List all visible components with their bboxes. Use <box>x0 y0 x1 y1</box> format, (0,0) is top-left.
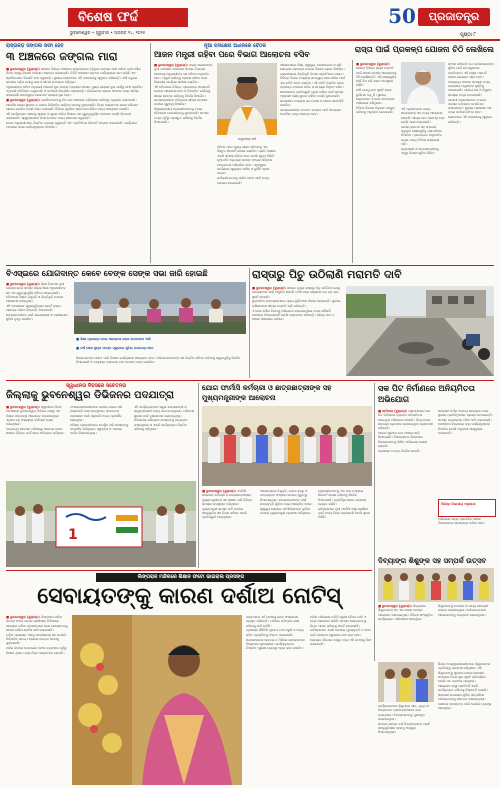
row-rule-1 <box>6 265 494 266</box>
article-10-body-left: ■ ଭୁବନେଶ୍ୱର (ବ୍ୟୁରୋ): ଲିଙ୍ଗରାଜ ମନ୍ଦିର ଭିତରେ ଫଟୋ ଉଠାଇ ସୋସିଆଲ ମିଡିଆରେ ଭାଇରାଲ କରିବା ପ୍ରସଙ୍ଗରେ ଜଣେ ସେବାୟତଙ୍କୁ କାରଣ ଦର୍ଶାଅ ନୋଟିସ ଜାରି କରାଯାଇଛି। ମନ୍ଦିର ପ୍ରଶାସନ ଏହାକୁ ଗମ୍ଭୀରତାର ସହ ନେଇଛି। ନିର୍ଦ୍ଧାରିତ ସମୟ ମଧ୍ୟରେ ଉତ୍ତର ଦେବାକୁ କୁହାଯାଇଛି। ମନ୍ଦିର ଭିତରେ ମୋବାଇଲ ଫୋନ ବ୍ୟବହାର ପୂର୍ବରୁ ନିଷେଧ ଥିଲେ ମଧ୍ୟ ନିୟମ ଉଲ୍ଲଂଘନ ହୋଇଛି। <box>6 615 68 655</box>
article-1-kicker: ରାସ୍ତାକଡ଼ ଜଙ୍ଗଲ ସଫା ହେବ <box>6 43 64 49</box>
article-6-body-right: ଏହି କାର୍ଯ୍ୟକ୍ରମରେ ସ୍କୁଲ ଛାତ୍ରଛାତ୍ରୀ ଓ ସ୍ୱେଚ୍ଛାସେବୀ ମଧ୍ୟ ଭାଗ ନେଇଥିଲେ। ପରିବେଶ ସୁରକ୍ଷା ପାଇଁ ବୃକ୍ଷରୋପଣ କରାଯାଇଥିଲା। ଡିଭିଜନାଲ ପରିଚାଳକ ସମସ୍ତଙ୍କୁ ଧନ୍ୟବାଦ ଜଣାଇଥିଲେ ଓ ଏଭଳି କାର୍ଯ୍ୟକ୍ରମ ନିୟମିତ କରିବାକୁ କହିଥିଲେ। <box>134 405 195 432</box>
article-1-dateline-2: ■ ଭୁବନେଶ୍ୱର (ବ୍ୟୁରୋ): <box>6 98 41 103</box>
row-rule-2 <box>6 380 494 381</box>
article-9-photo <box>378 568 494 602</box>
article-8 <box>378 383 494 555</box>
article-8-box <box>438 499 496 517</box>
paper-name <box>418 8 490 26</box>
article-4-headline: ବିଏସ୍ଇରେ ଯୋଗଦାନ୍ତ କେବେ ବେଙ୍କ ସେଙ୍କ ସଭା ଜାରି ହୋଇଛି <box>6 269 208 278</box>
masthead-rule <box>0 39 500 41</box>
article-3-headline: ରାସ୍ତା ପାଇଁ ପ୍ରକଳ୍ପ ଯୋଜନା ଚିଠି ଲେଖିଲେ <box>354 45 494 54</box>
col-divider-2 <box>352 60 353 263</box>
article-2-photo <box>217 63 277 135</box>
article-6-body-left: ■ ଭୁବନେଶ୍ୱର (ବ୍ୟୁରୋ): ସ୍ୱାଧୀନତା ଦିବସ ଅବସରରେ ଭୁବନେଶ୍ୱର ଡିଭିଜନ ପକ୍ଷରୁ ଏକ ବିଶାଳ ପଦଯାତ୍ରା ଆୟୋଜନ କରାଯାଇଥିଲା। ଏଥିରେ ବହୁ ସଂଖ୍ୟାରେ କର୍ମଚାରୀ ଯୋଗ ଦେଇଥିଲେ। ପଦଯାତ୍ରା ଷ୍ଟେସନ ପରିସରରୁ ଆରମ୍ଭ ହୋଇ ସହରର ବିଭିନ୍ନ ମାର୍ଗ ଦେଇ ଅତିକ୍ରମ କରିଥିଲା। <box>6 405 65 436</box>
article-7-photo <box>202 406 372 486</box>
date-line: ଭୁବନେଶ୍ୱର • ଗୁରୁବାର • ଅଗଷ୍ଟ ୧୪, ୨୦୨୫ <box>70 30 146 35</box>
bullet-2-icon: ■ <box>76 346 81 350</box>
section-title: ବିଶେଷ ଫର୍ଦ୍ଦ <box>78 10 139 25</box>
article-7-body-mid: ଆଲୋଚନାରେ ନିଯୁକ୍ତି, ଦରମା ବୃଦ୍ଧି ଓ ପାଠ୍ୟକ୍ରମ ସଂସ୍କାର ଉପରେ ଗୁରୁତ୍ୱ ଦିଆଯାଇଥିଲା। ଛାତ୍ରଛାତ୍ରୀଙ୍କ ପାଇଁ ଛାତ୍ରବୃତ୍ତି ସୁବିଧା ମଧ୍ୟ ଆଲୋଚିତ ହେଲା। ସ୍ୱାସ୍ଥ୍ୟ ସେବାରେ ଫାର୍ମାସିଷ୍ଟଙ୍କ ଭୂମିକା ଉପରେ ମୁଖ୍ୟମନ୍ତ୍ରୀ ପ୍ରଶଂସା କରିଥିଲେ। <box>260 489 313 516</box>
col-divider-4 <box>198 383 199 568</box>
event-photo <box>378 662 434 702</box>
article-4-dateline: ■ ଭୁବନେଶ୍ୱର (ବ୍ୟୁରୋ): <box>6 282 41 286</box>
article-8-headline: ସକ ପିଟ ନିର୍ମାଣରେ ଅନିୟମିତତା ଅଭିଯୋଗ <box>378 384 475 404</box>
mp-portrait <box>401 62 445 104</box>
cm-meeting-photo <box>202 406 372 486</box>
article-7-dateline: ■ ଭୁବନେଶ୍ୱର (ବ୍ୟୁରୋ): <box>202 489 237 493</box>
article-6-body-mid: ଅଂଶଗ୍ରହଣକାରୀମାନେ ଜାତୀୟ ପତାକା ଧରି ଦେଶଭକ୍ତି ନାରା ଦେଇଥିଲେ। ସଚେତନତା ପ୍ରସାରଣ ପାଇଁ ପ୍ଲାକାର୍ଡ ମଧ୍ୟ ପ୍ରଦର୍ଶିତ ହୋଇଥିଲା। ବରିଷ୍ଠ ଅଧିକାରୀମାନେ ଉପସ୍ଥିତ ରହି ସମସ୍ତଙ୍କୁ ଉତ୍ସାହିତ କରିଥିଲେ। ସ୍ୱଚ୍ଛତା ଓ ଏକତାର ବାର୍ତ୍ତା ଦିଆଯାଇଥିଲା। <box>70 405 129 436</box>
article-10-kicker-band <box>96 573 286 582</box>
article-2-body-left: ■ ଭୁବନେଶ୍ୱର (ବ୍ୟୁରୋ): ରାଜ୍ୟ ସରକାରଙ୍କ ନୂଆ ପଦକ୍ଷେପ ଅଧୀନରେ ସମସ୍ତ ବିଭାଗର ଉଚ୍ଚପଦସ୍ଥ ଅଧିକାରୀଙ୍କ ସହ ବୈଠକ ଅନୁଷ୍ଠିତ ହେବ। ମନ୍ତ୍ରୀ ଦାୟିତ୍ୱ ଗ୍ରହଣ କରିବା ପରେ ବିଭାଗୀୟ କାର୍ଯ୍ୟର ସମୀକ୍ଷା କରାଯିବ। ଏହି ବୈଠକରେ ବିଭିନ୍ନ ପ୍ରକଳ୍ପର ଅଗ୍ରଗତି ଉପରେ ଆଲୋଚନା ହେବ ଓ ବିଳମ୍ବିତ କାର୍ଯ୍ୟକୁ ଶୀଘ୍ର ସମାପ୍ତ କରିବାକୁ ନିର୍ଦ୍ଦେଶ ଦିଆଯିବ। ଜନସାଧାରଣଙ୍କ ଅଭିଯୋଗ ଶୀଘ୍ର ସମାଧାନ ଉପରେ ଗୁରୁତ୍ୱ ଦିଆଯିବ। ଜିଲ୍ଲାସ୍ତରୀୟ ଅଧିକାରୀମାନଙ୍କୁ ମଧ୍ୟ ବୈଠକରେ ଯୋଗଦେବାକୁ କୁହାଯାଇଛି। ସମସ୍ତ ତଥ୍ୟ ପୂର୍ବରୁ ପ୍ରସ୍ତୁତ ରଖିବାକୁ ନିର୍ଦ୍ଦେଶ ଦିଆଯାଇଛି। <box>154 63 213 125</box>
masthead <box>0 0 500 40</box>
article-1-body: ■ ଭୁବନେଶ୍ୱର (ବ୍ୟୁରୋ): ସହରର ବିଭିନ୍ନ ଅଞ୍ଚଳରେ ରାସ୍ତାକଡ଼ରେ ବଢ଼ିଥିବା ଜଙ୍ଗଲ ସଫା କରିବା ପାଇଁ ପୌର ନିଗମ ପକ୍ଷରୁ ବିଶେଷ ଅଭିଯାନ ଆରମ୍ଭ କରାଯାଇଛି। ତିନିଟି ଅଞ୍ଚଳରେ ପ୍ରଥମ ପର୍ଯ୍ୟାୟରେ କାମ ଚାଲିଛି ଏବଂ ଶ୍ରମିକମାନେ ଦିନରାତି କାମ କରୁଛନ୍ତି। ସ୍ଥାନୀୟ ଲୋକମାନେ ଏହି ପଦକ୍ଷେପକୁ ସ୍ୱାଗତ କରିଛନ୍ତି। ବର୍ଷା ଋତୁରେ ଜଙ୍ଗଲ ବଢ଼ିବା ଯୋଗୁ ମଶା ଓ ସାପର ଉପଦ୍ରବ ବଢ଼ିଥିଲା। ଅଧିକାରୀଙ୍କ କହିବା ଅନୁଯାୟୀ ଆଗାମୀ ଦୁଇ ସପ୍ତାହ ମଧ୍ୟରେ ସମସ୍ତ ମୁଖ୍ୟ ରାସ୍ତାର ଦୁଇ ପାର୍ଶ୍ୱ ସଫା କରାଯିବ। ଏଥିପାଇଁ ଅତିରିକ୍ତ ଯନ୍ତ୍ରପାତି ଓ କର୍ମଚାରୀ ନିୟୋଜିତ ହୋଇଛନ୍ତି। ଅଭିଯାନରେ ଡ୍ରେନ ସଫେଇ ମଧ୍ୟ ସାମିଲ କରାଯାଇଛି ଯାହାଦ୍ୱାରା ଜଳଜମାଟ ସମସ୍ୟା ଦୂର ହେବ। ■ ଭୁବନେଶ୍ୱର (ବ୍ୟୁରୋ): ନାଗରିକମାନଙ୍କୁ ନିଜ ଘର ଆଖପାଖ ପରିଷ୍କାର ରଖିବାକୁ ଅନୁରୋଧ କରାଯାଇଛି। ଆବର୍ଜନା ଖୋଲା ସ୍ଥାନରେ ନ ପକାଇ ନିର୍ଦ୍ଧାରିତ ଗାଡ଼ିରେ ଦେବାକୁ କୁହାଯାଇଛି। ନିୟମ ଉଲ୍ଲଂଘନ କଲେ ଜରିମାନା ଆଦାୟ କରାଯିବ ବୋଲି ନିଗମ ଜଣାଇଛି। ବିଭିନ୍ନ ୱାର୍ଡରେ ସଚେତନତା ଶିବିର ମଧ୍ୟ ଆୟୋଜନ ହେଉଛି। ଏହି କାର୍ଯ୍ୟକ୍ରମ ସହରକୁ ସ୍ୱଚ୍ଛ ଓ ସୁନ୍ଦର କରିବା ଦିଗରେ ଏକ ଗୁରୁତ୍ୱପୂର୍ଣ୍ଣ ପଦକ୍ଷେପ ବୋଲି ବିବେଚନା କରାଯାଉଛି। ସ୍ୱେଚ୍ଛାସେବୀ ସଂଗଠନମାନେ ମଧ୍ୟ ସହଯୋଗ କରୁଛନ୍ତି। ଉପର ଅଧିକାରୀମାନେ ନିୟମିତ ତଦାରଖ କରୁଛନ୍ତି ଏବଂ ପ୍ରତିଦିନର ରିପୋର୍ଟ ସଂଗ୍ରହ କରାଯାଉଛି। କାର୍ଯ୍ୟରେ ଅବହେଳା କଲେ କାର୍ଯ୍ୟାନୁଷ୍ଠାନ ନିଆଯିବ। <box>6 67 144 130</box>
article-4-body-2: ଶିକ୍ଷକମାନଙ୍କ ତାଲିମ ପାଇଁ ବିଶେଷ କାର୍ଯ୍ୟଶାଳା ଆୟୋଜନ ହେବ। ଅଭିଭାବକମାନଙ୍କ ସହ ନିୟମିତ ବୈଠକ କରିବାକୁ ସ୍କୁଲଗୁଡ଼ିକୁ ନିର୍ଦ୍ଦେଶ ଦିଆଯାଇଛି ଓ ମଧ୍ୟାହ୍ନ ଭୋଜନର ମାନ ଉପରେ ନଜର ରଖାଯିବ। <box>76 356 240 365</box>
article-9 <box>378 556 494 660</box>
anniversary-logo <box>388 3 416 31</box>
anniv-number: 50 <box>388 4 416 28</box>
damaged-road-photo <box>346 286 494 376</box>
col-divider-1 <box>150 43 151 263</box>
article-6 <box>6 383 196 568</box>
article-3-body-mid: ଏହି ପ୍ରସଙ୍ଗରେ ରାଜ୍ୟ ସରକାରଙ୍କ ସହ ମଧ୍ୟ ଆଲୋଚନା ହୋଇଛି। ଶୀଘ୍ର କାମ ଆରମ୍ଭ ହେବ ବୋଲି ଆଶା କରାଯାଉଛି। ଜାତୀୟ ରାଜପଥ ସହ ସଂଯୋଗ କରୁଥିବା ରାସ୍ତାଗୁଡ଼ିକୁ ପ୍ରାଥମିକତା ଦିଆଯିବ। ପ୍ରକଳ୍ପର ଆନୁମାନିକ ବ୍ୟୟ ମଧ୍ୟ ଚିଠିରେ ଉଲ୍ଲେଖ ଅଛି। ବ୍ୟବସାୟୀ ଓ ଛାତ୍ରଛାତ୍ରୀଙ୍କୁ ଏଥିରୁ ବିଶେଷ ସୁବିଧା ମିଳିବ। <box>401 107 445 156</box>
article-9-photo-2 <box>378 662 434 702</box>
article-2-headline: ଆଜନ ମନ୍ତ୍ରୀ ରହିବା ପରେ ବିଭାଗ ଆଲୋଚନା ବସିବ <box>154 50 310 59</box>
col-divider-5 <box>374 383 375 661</box>
meeting-photo <box>74 282 246 334</box>
article-2 <box>154 43 350 263</box>
article-2-body-right: ଆଲୋଚନାରେ ଶିକ୍ଷା, ସ୍ୱାସ୍ଥ୍ୟ, ଯୋଗାଯୋଗ ଓ କୃଷି କ୍ଷେତ୍ରର ପ୍ରକଳ୍ପ ଉପରେ ବିଶେଷ ଧ୍ୟାନ ଦିଆଯିବ। ଗ୍ରାମାଞ୍ଚଳରେ ଭିତ୍ତିଭୂମି ବିକାଶ ପ୍ରାଥମିକତା ପାଇବ। ବିଭିନ୍ନ ବିଭାଗ ମଧ୍ୟରେ ସମନ୍ୱୟ ରକ୍ଷା କରିବା ପାଇଁ ଏକ କମିଟି ଗଠନ କରାଯିବ। ଏହି କମିଟି ନିୟମିତ ଭାବେ ପ୍ରକଳ୍ପ ତଦାରଖ କରିବ ଓ ସମସ୍ୟା ଚିହ୍ନଟ କରିବ। ସରକାରଙ୍କ ପ୍ରତିଶ୍ରୁତି ପୂରଣ କରିବା ପାଇଁ ସମସ୍ତ ଅଧିକାରୀ ଦାୟିତ୍ୱବାନ ରହିବେ ବୋଲି କୁହାଯାଇଛି। ସମୟସୀମା ମଧ୍ୟରେ କାମ ଶେଷ ନ ହେଲେ ଜବାବଦିହି କରାଯିବ। ଜନସାଧାରଣଙ୍କ ମତାମତ ସଂଗ୍ରହ ପାଇଁ ଅନଲାଇନ ପୋର୍ଟାଲ ମଧ୍ୟ ଆରମ୍ଭ ହେବ। <box>280 63 346 117</box>
paper-name-text: ପ୍ରଜାତନ୍ତ୍ର <box>428 10 480 23</box>
article-3-body-right: ସାଂସଦ କହିଛନ୍ତି ଯେ ଜନସାଧାରଣଙ୍କ ସୁବିଧା ପାଇଁ ସେ ସବୁବେଳେ ପ୍ରତିବଦ୍ଧ। ଏହି ରାସ୍ତା ମରାମତି ହେଲେ ଯାତାୟାତ ସହଜ ହେବ। ଅନ୍ୟାନ୍ୟ ଅଞ୍ଚଳର ସମସ୍ୟା ମଧ୍ୟ କେନ୍ଦ୍ରୀୟ ମନ୍ତ୍ରୀଙ୍କ ଦୃଷ୍ଟିକୁ ଅଣାଯାଇଛି। ପାନୀୟ ଜଳ ଓ ବିଦ୍ୟୁତ ସମସ୍ୟା ମଧ୍ୟ ଉଠାଯାଇଛି। ଆଗାମୀ ଅଧିବେଶନରେ ଏ ନେଇ ପ୍ରଶ୍ନ ଉଠାଇବେ ବୋଲି ସେ ଜଣାଇଛନ୍ତି। ସ୍ଥାନୀୟ ପ୍ରଶାସନ ସହ ମଧ୍ୟ ସମୀକ୍ଷା ବୈଠକ ହେବ। ଲୋକମାନେ ଏହି ପଦକ୍ଷେପକୁ ସ୍ୱାଗତ କରିଛନ୍ତି। <box>448 62 494 124</box>
article-7-body-right: ଅଧିକାରୀମାନଙ୍କୁ ଏକ ମାସ ମଧ୍ୟରେ ରିପୋର୍ଟ ଦାଖଲ କରିବାକୁ ନିର୍ଦ୍ଦେଶ ଦିଆଯାଇଛି। ପ୍ରତିନିଧିମଣ୍ଡଳ ସନ୍ତୋଷ ବ୍ୟକ୍ତ କରିଛି। ଭବିଷ୍ୟତରେ ନୂଆ ଫାର୍ମାସି ସଂସ୍ଥା ଖୋଲିବା ପାଇଁ ମଧ୍ୟ ଚିନ୍ତା କରାଯାଉଛି ବୋଲି ସୂଚନା ମିଳିଛି। <box>318 489 371 520</box>
row-rule-3 <box>6 570 372 571</box>
article-8-body-3: ଅଭିଯୋଗ ସତ୍ୟ ପ୍ରମାଣିତ ହେଲେ ଠିକାଦାରଙ୍କ ଲାଇସେନ୍ସ ବାତିଲ ହେବ। <box>438 517 486 526</box>
article-5-body: ■ ଭୁବନେଶ୍ୱର (ବ୍ୟୁରୋ): ସହରର ମୁଖ୍ୟ ରାସ୍ତାରୁ ପିଚୁ ଉଠିଯିବା ଯୋଗୁ ଯାତାୟାତରେ ଭାରି ଅସୁବିଧା ହେଉଛି। ବର୍ଷା ପରେ ରାସ୍ତାରେ ବଡ଼ ବଡ଼ ଗାତ ସୃଷ୍ଟି ହୋଇଛି। ଦୁଇଚକିଆ ଯାନଚାଳକମାନେ ପ୍ରାୟ ଦୁର୍ଘଟଣାର ଶିକାର ହେଉଛନ୍ତି। ସ୍ଥାନୀୟ ବାସିନ୍ଦାମାନେ ଶୀଘ୍ର ମରାମତି ଦାବି କରିଛନ୍ତି। ଏ ନେଇ ପୌର ନିଗମକୁ ଅଭିଯୋଗ କରାଯାଇଥିଲେ ମଧ୍ୟ କୌଣସି ପଦକ୍ଷେପ ନିଆଯାଇନାହିଁ ବୋଲି ଲୋକମାନେ କହିଛନ୍ତି। ଶୀଘ୍ର କାମ ନ ହେଲେ ଆନ୍ଦୋଳନ କରିବେ। <box>252 286 341 322</box>
article-5 <box>252 268 494 378</box>
padayatra-photo <box>6 481 196 567</box>
page-label: ପୃଷ୍ଠା ୮ <box>460 32 477 38</box>
article-3 <box>354 45 494 263</box>
article-2-dateline: ■ ଭୁବନେଶ୍ୱର (ବ୍ୟୁରୋ): <box>154 63 189 67</box>
col-divider-3 <box>249 268 250 378</box>
article-7 <box>202 383 372 568</box>
article-9-headline: ଦିବ୍ୟାଙ୍ଗ ଶିଶୁଙ୍କ ସହ ସମ୍ପର୍କ ଉତ୍ସବ <box>378 557 487 565</box>
bullet-2-text: ବର୍ଷ ଶେଷ ସୁଦ୍ଧା ସମସ୍ତ ସ୍କୁଲରେ ସୁବିଧା ଉପଲବ୍ଧ ହେବ <box>80 346 154 350</box>
article-3-photo <box>401 62 445 104</box>
article-8-dateline: ■ କାଟିକାନା (ବ୍ୟୁରୋ): <box>378 409 408 413</box>
article-10-body-mid: ଭକ୍ତମାନେ ଏହି ଘଟଣାକୁ ନେଇ ଅସନ୍ତୋଷ ବ୍ୟକ୍ତ କରିଛନ୍ତି। ମନ୍ଦିରର ପବିତ୍ରତା ରକ୍ଷା କରିବାକୁ ଦାବି ଉଠିଛି। ପ୍ରଶାସନ ସିସିଟିଭି ଫୁଟେଜ ଯାଞ୍ଚ କରୁଛି ଓ ଅନ୍ୟ ଜଡ଼ିତ ବ୍ୟକ୍ତିଙ୍କୁ ଚିହ୍ନଟ କରାଯାଉଛି। ସନ୍ତୋଷଜନକ ଉତ୍ତର ନ ମିଳିଲେ ସେବାୟତଙ୍କ ବିରୋଧରେ ଶୃଙ୍ଖଳାଗତ କାର୍ଯ୍ୟାନୁଷ୍ଠାନ ନିଆଯିବ। ସୁରକ୍ଷା ବ୍ୟବସ୍ଥା ଅଧିକ କଡ଼ା କରାଯିବ। <box>246 615 305 651</box>
article-10-headline: ସେବାୟତଙ୍କୁ କାରଣ ଦର୍ଶାଅ ନୋଟିସ୍ <box>37 584 341 609</box>
article-3-body-left: ■ ଭୁବନେଶ୍ୱର (ବ୍ୟୁରୋ): ସହରର ବିଭିନ୍ନ ରାସ୍ତା ମରାମତି ପାଇଁ ସାଂସଦ କେନ୍ଦ୍ର ସରକାରଙ୍କୁ ଚିଠି ଲେଖିଛନ୍ତି। ଏହି ରାସ୍ତାଗୁଡ଼ିକ ଦୀର୍ଘ ଦିନ ଧରି ଖରାପ ଅବସ୍ଥାରେ ରହିଛି। ବର୍ଷା ଯୋଗୁ ଗାତ ସୃଷ୍ଟି ହୋଇ ଦୁର୍ଘଟଣା ବଢ଼ୁଛି। ସ୍ଥାନୀୟ ଲୋକମାନେ ଏ ନେଇ ବାରମ୍ବାର ଅଭିଯୋଗ କରିଥିଲେ। ଚିଠିରେ ବିଶେଷ ଅନୁଦାନ ମଞ୍ଜୁର କରିବାକୁ ଅନୁରୋଧ କରାଯାଇଛି। <box>356 62 397 115</box>
article-10-photo <box>72 615 242 785</box>
article-5-photo <box>346 286 494 376</box>
minister-portrait <box>217 63 277 135</box>
article-7-headline: ଯୋଗ ଫାର୍ମାସି କର୍ମଚାରୀ ଓ ଛାତ୍ରଛାତ୍ରୀଙ୍କ ସହ ମୁଖ୍ୟମନ୍ତ୍ରୀଙ୍କ ଆଲୋଚନା <box>202 384 332 402</box>
children-photo <box>378 568 494 602</box>
article-6-dateline: ■ ଭୁବନେଶ୍ୱର (ବ୍ୟୁରୋ): <box>6 405 41 409</box>
bullet-1-icon: ■ <box>76 337 81 341</box>
section-title-band <box>68 8 188 27</box>
article-7-body-left: ■ ଭୁବନେଶ୍ୱର (ବ୍ୟୁରୋ): ଫାର୍ମାସି କଲେଜର କର୍ମଚାରୀ ଓ ଛାତ୍ରଛାତ୍ରୀମାନେ ମୁଖ୍ୟମନ୍ତ୍ରୀଙ୍କ ସହ ସାକ୍ଷାତ କରି ବିଭିନ୍ନ ସମସ୍ୟା ଉପସ୍ଥାପନ କରିଥିଲେ। ମୁଖ୍ୟମନ୍ତ୍ରୀ ସମସ୍ତ ଦାବି ଉପରେ ସହାନୁଭୂତିର ସହ ବିଚାର କରିବେ ବୋଲି ପ୍ରତିଶ୍ରୁତି ଦେଇଥିଲେ। <box>202 489 253 520</box>
temple-photo <box>72 615 242 785</box>
article-4-bullet-1 <box>76 337 246 341</box>
article-6-photo <box>6 481 196 567</box>
article-2-photo-caption: ମନ୍ତ୍ରୀଙ୍କ ଛବି <box>237 137 257 141</box>
article-1 <box>6 43 146 263</box>
article-8-body-right: ସରକାରୀ ଅର୍ଥର ଅପଚୟ ହୋଇଥିବା ନେଇ ସ୍ଥାନୀୟ ପ୍ରତିନିଧିମାନେ ପ୍ରଶ୍ନ ଉଠାଇଛନ୍ତି। ସମସ୍ତ ପ୍ରକଳ୍ପର ଅଡିଟ ଦାବି କରାଯାଇଛି। ଦୋଷୀଙ୍କ ବିରୋଧରେ କଡ଼ା କାର୍ଯ୍ୟାନୁଷ୍ଠାନ ନିଆଯିବ ବୋଲି ଅଧିକାରୀ ଆଶ୍ୱାସନା ଦେଇଛନ୍ତି। <box>438 409 494 436</box>
article-9-body-left: ■ ଭୁବନେଶ୍ୱର (ବ୍ୟୁରୋ): ଦିବ୍ୟାଙ୍ଗ ଶିଶୁମାନଙ୍କ ସହ ଏକ ଆନନ୍ଦ ଉତ୍ସବ ଆୟୋଜନ କରାଯାଇଥିଲା। ବିଭିନ୍ନ ସାଂସ୍କୃତିକ କାର୍ଯ୍ୟକ୍ରମ ପରିବେଷଣ ହୋଇଥିଲା। <box>378 604 433 621</box>
article-4-photo <box>74 282 246 334</box>
article-10-kicker: ଲିଙ୍ଗରାଜ ମନ୍ଦିରରେ ଶିକ୍ଷାନ ଫଟୋ ଭାଇରାଲ ପ୍ରସଙ୍ଗ <box>137 574 245 580</box>
bullet-1-text: ଶିକ୍ଷା ପ୍ରକଳ୍ପ ନେଇ ଆଲୋଚନା କଲେ ନେତାମାନେ ଆଜି <box>80 337 151 341</box>
article-10-body-right: ମନ୍ଦିର ପରିଚାଳନା କମିଟି ଜରୁରୀ ବୈଠକ ଡାକି ଏ ନେଇ ଆଲୋଚନା କରିଛି। ସମସ୍ତ ସେବାୟତଙ୍କୁ ନିୟମ ପାଳନ କରିବାକୁ ସତର୍କ କରାଯାଇଛି। ଭବିଷ୍ୟତରେ ଏଭଳି ଘଟଣାର ପୁନରାବୃତ୍ତି ନ ହେବା ପାଇଁ ପ୍ରବେଶ ଦ୍ୱାରରେ ଯାଞ୍ଚ କଡ଼ା ହେବ। ସେବାୟତ ନିଯୋଗ ପକ୍ଷରୁ ମଧ୍ୟ ଏହି ଘଟଣାକୁ ନିନ୍ଦା କରାଯାଇଛି। <box>310 615 372 646</box>
article-1-headline: ୩ ଅଞ୍ଚଳରେ ଜଙ୍ଗଲ ମାରା <box>6 50 118 63</box>
svg-text:1: 1 <box>68 527 78 543</box>
article-9-continued <box>378 662 494 785</box>
article-10 <box>6 573 372 785</box>
article-4 <box>6 268 246 378</box>
article-2-kicker: ନୂଆ ପଦକ୍ଷେପ ଅଧୀନରେ ବୈଠକ <box>204 43 267 49</box>
article-9-cont-body-2: ଶିକ୍ଷକ ଓ ସ୍ୱେଚ୍ଛାସେବୀମାନେ ଶିଶୁମାନଙ୍କ ପ୍ରତିଭାକୁ ପ୍ରଶଂସା କରିଥିଲେ। ଏହି ଶିଶୁମାନଙ୍କୁ ସୁଯୋଗ ଦେଲେ ସେମାନେ ସମାଜରେ ନିଜର ସ୍ଥାନ ସୃଷ୍ଟି କରିପାରିବେ ବୋଲି ମତ ପ୍ରକାଶ ପାଇଥିଲା। ଆୟୋଜକ ସଂସ୍ଥା ପ୍ରତିବର୍ଷ ଏଭଳି କାର୍ଯ୍ୟକ୍ରମ କରିବାକୁ ନିଷ୍ପତ୍ତି ନେଇଛି। ସରକାରୀ ଯୋଜନାର ସୁବିଧା ସମ୍ପର୍କରେ ଅଭିଭାବକଙ୍କୁ ସଚେତନ କରାଯାଇଥିଲା। ଶେଷରେ ସମସ୍ତଙ୍କ ପାଇଁ ଭୋଜିର ବ୍ୟବସ୍ଥା ହୋଇଥିଲା। <box>438 662 492 711</box>
article-3-dateline: ■ ଭୁବନେଶ୍ୱର (ବ୍ୟୁରୋ): <box>356 62 391 66</box>
article-8-box-text: ବିଭିନ୍ନ ବିଭାଗୀୟ ଅଧିକାରୀ <box>441 502 476 506</box>
article-9-dateline: ■ ଭୁବନେଶ୍ୱର (ବ୍ୟୁରୋ): <box>378 604 413 608</box>
article-8-body-left: ■ କାଟିକାନା (ବ୍ୟୁରୋ): ଗ୍ରାମାଞ୍ଚଳରେ ସକ ପିଟ ନିର୍ମାଣରେ ବ୍ୟାପକ ଅନିୟମିତତା ହୋଇଥିବା ଅଭିଯୋଗ ହୋଇଛି। ନିମ୍ନମାନର ସାମଗ୍ରୀ ବ୍ୟବହାର କରାଯାଇଥିବା ଗ୍ରାମବାସୀ କହିଛନ୍ତି। ଅନେକ ସ୍ଥାନରେ କାମ ଅଧାରେ ଛାଡ଼ି ଦିଆଯାଇଛି। ଠିକାଦାରଙ୍କ ବିରୋଧରେ ଜିଲ୍ଲାପାଳଙ୍କୁ ଲିଖିତ ଅଭିଯୋଗ ଦାଖଲ ହୋଇଛି। ପ୍ରଶାସନ ତଦନ୍ତ ନିର୍ଦ୍ଦେଶ ଦେଇଛି। <box>378 409 433 453</box>
article-1-dateline: ■ ଭୁବନେଶ୍ୱର (ବ୍ୟୁରୋ): <box>6 67 41 71</box>
article-10-dateline: ■ ଭୁବନେଶ୍ୱର (ବ୍ୟୁରୋ): <box>6 615 41 619</box>
article-4-body: ■ ଭୁବନେଶ୍ୱର (ବ୍ୟୁରୋ): ଶିକ୍ଷା ବିଭାଗର ନୂଆ ଯୋଜନା ନେଇ ସମସ୍ତ ଜିଲ୍ଲା ଶିକ୍ଷା ଅଧିକାରୀଙ୍କ ସହ ଏକ ଗୁରୁତ୍ୱପୂର୍ଣ୍ଣ ବୈଠକ ହୋଇଯାଇଛି। ବୈଠକରେ ଶିକ୍ଷକ ନିଯୁକ୍ତି ଓ ଭିତ୍ତିଭୂମି ଉପରେ ଆଲୋଚନା ହୋଇଥିଲା। ଏହି ଅବସରରେ ସ୍କୁଲଗୁଡ଼ିକରେ ସ୍ମାର୍ଟ କ୍ଲାସ ଆରମ୍ଭ କରିବା ନିଷ୍ପତ୍ତି ନିଆଯାଇଛି। ଛାତ୍ରଛାତ୍ରୀଙ୍କ ପାଇଁ ଲାଇବ୍ରେରୀ ଓ ପରୀକ୍ଷାଗାର ସୁବିଧା ବୃଦ୍ଧି କରାଯିବ। <box>6 282 68 321</box>
article-4-bullet-2 <box>76 346 246 350</box>
article-6-kicker: ସ୍ୱାଧୀନତା ଦିବସରେ ସଚେତନତା <box>66 383 127 389</box>
article-5-dateline: ■ ଭୁବନେଶ୍ୱର (ବ୍ୟୁରୋ): <box>252 286 287 290</box>
article-9-body-right: ଶିଶୁମାନଙ୍କୁ ଉପହାର ଓ ପାଠ୍ୟ ସାମଗ୍ରୀ ବଣ୍ଟନ କରାଯାଇଥିଲା। ଅଭିଭାବକମାନେ ଆୟୋଜକଙ୍କୁ ଧନ୍ୟବାଦ ଜଣାଇଥିଲେ। <box>438 604 488 617</box>
article-6-headline: ଜିଲ୍ଲାକୁ ଭୁବନେଶ୍ୱର ଡିଭିଜନର ପଦଯାତ୍ରା <box>6 390 174 401</box>
article-5-headline: ରାସ୍ତାରୁ ପିଚୁ ଉଠିଲାଣି ମରାମତି ଦାବି <box>252 268 402 281</box>
article-9-cont-body-1: କାର୍ଯ୍ୟକ୍ରମରେ ଶିଶୁମାନେ ଗୀତ, ନୃତ୍ୟ ଓ ଚିତ୍ରାଙ୍କନ ପ୍ରତିଯୋଗିତାରେ ଭାଗ ନେଇଥିଲେ। ବିଜେତାମାନଙ୍କୁ ପୁରସ୍କୃତ କରାଯାଇଥିଲା। ସମାଜର ସମସ୍ତ ବର୍ଗ ଦିବ୍ୟାଙ୍ଗଙ୍କ ପ୍ରତି ସହାନୁଭୂତିଶୀଳ ହେବାକୁ ଆହ୍ୱାନ ଦିଆଯାଇଥିଲା। <box>378 704 431 735</box>
article-2-body-mid: ବୈଠକ ପରେ ମୁଖ୍ୟ ଶାସନ ସଚିବଙ୍କୁ ଏକ ବିସ୍ତୃତ ରିପୋର୍ଟ ଦାଖଲ କରାଯିବ। ପ୍ରତି ମାସରେ ଏଭଳି ସମୀକ୍ଷା ବୈଠକ ହେବ ବୋଲି ସୂଚନା ମିଳିଛି। ନୂଆ ନୀତି ଅନୁଯାୟୀ ସମସ୍ତ ଫାଇଲ ଡିଜିଟାଲ ମାଧ୍ୟମରେ ପରିଚାଳିତ ହେବ। ଏଥିଦ୍ୱାରା କାର୍ଯ୍ୟରେ ସ୍ୱଚ୍ଛତା ଆସିବ ଓ ଦୁର୍ନୀତି ହ୍ରାସ ପାଇବ। କର୍ମଚାରୀମାନଙ୍କୁ ତାଲିମ ଦେବା ପାଇଁ ମଧ୍ୟ ଯୋଜନା କରାଯାଇଛି। <box>217 145 276 185</box>
